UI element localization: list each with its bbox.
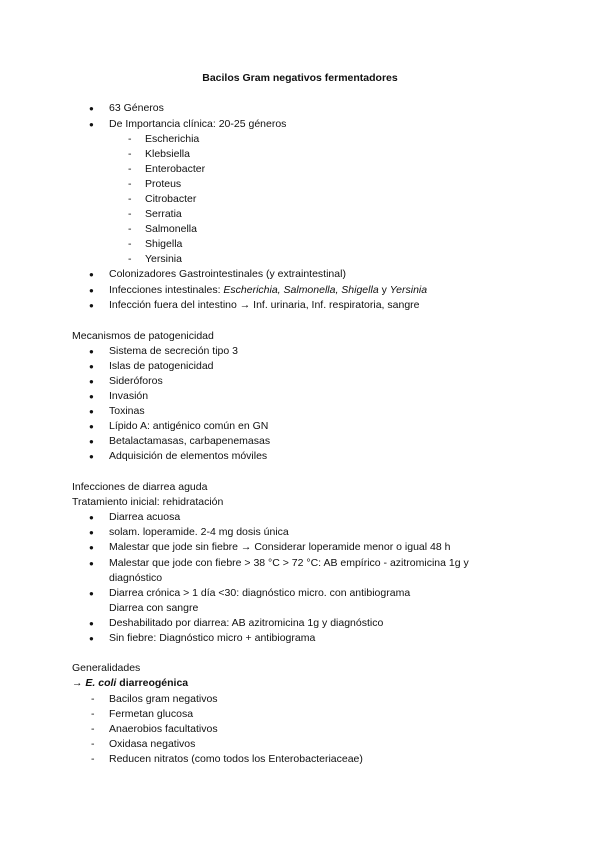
list-item: 63 Géneros [109, 102, 164, 114]
dash-icon: - [91, 738, 95, 750]
bullet-icon: ● [89, 362, 94, 371]
bullet-icon: ● [89, 513, 94, 522]
list-item: Betalactamasas, carbapenemasas [109, 435, 271, 447]
bullet-icon: ● [89, 270, 94, 279]
list-item: Infección fuera del intestino → Inf. urinaria, Inf. respiratoria, sangre [109, 299, 420, 311]
dash-icon: - [128, 178, 132, 190]
bullet-icon: ● [89, 452, 94, 461]
dash-icon: - [128, 133, 132, 145]
section-subheading: Tratamiento inicial: rehidratación [72, 496, 224, 508]
list-item-intestinal [109, 283, 427, 298]
dash-icon: - [128, 148, 132, 160]
list-item-continuation: diagnóstico [109, 572, 163, 584]
list-item: Deshabilitado por diarrea: AB azitromicina 1g y diagnóstico [109, 617, 384, 629]
bullet-icon: ● [89, 559, 94, 568]
bullet-icon: ● [89, 301, 94, 310]
dash-icon: - [128, 163, 132, 175]
ecoli-name: E. coli [85, 677, 117, 689]
dash-icon: - [128, 223, 132, 235]
list-item: Oxidasa negativos [109, 738, 196, 750]
bullet-icon: ● [89, 286, 94, 295]
ecoli-heading [72, 676, 188, 691]
list-item: Sideróforos [109, 375, 163, 387]
list-item: Reducen nitratos (como todos los Enterobacteriaceae) [109, 753, 363, 765]
list-item: Fermetan glucosa [109, 708, 194, 720]
bullet-icon: ● [89, 543, 94, 552]
list-item: Anaerobios facultativos [109, 723, 218, 735]
intestinal-genera: Escherichia, Salmonella, Shigella [223, 284, 379, 296]
dash-icon: - [91, 723, 95, 735]
dash-icon: - [128, 208, 132, 220]
list-item: Islas de patogenicidad [109, 360, 214, 372]
list-item: Diarrea acuosa [109, 511, 181, 523]
intestinal-prefix: Infecciones intestinales: [109, 284, 224, 296]
ecoli-rest: diarreogénica [116, 677, 189, 689]
list-item: Invasión [109, 390, 149, 402]
bullet-icon: ● [89, 104, 94, 113]
intestinal-yersinia: Yersinia [389, 284, 428, 296]
list-item: Lípido A: antigénico común en GN [109, 420, 269, 432]
bullet-icon: ● [89, 392, 94, 401]
dash-icon: - [91, 693, 95, 705]
bullet-icon: ● [89, 422, 94, 431]
list-item: Malestar que jode sin fiebre → Considerar loperamide menor o igual 48 h [109, 541, 451, 553]
bullet-icon: ● [89, 407, 94, 416]
bullet-icon: ● [89, 120, 94, 129]
dash-icon: - [128, 193, 132, 205]
dash-icon: - [128, 253, 132, 265]
bullet-icon: ● [89, 634, 94, 643]
page-title: Bacilos Gram negativos fermentadores [202, 72, 398, 84]
section-heading: Infecciones de diarrea aguda [72, 481, 208, 493]
genus-item: Citrobacter [145, 193, 197, 205]
list-item: Sin fiebre: Diagnóstico micro + antibiograma [109, 632, 316, 644]
bullet-icon: ● [89, 619, 94, 628]
dash-icon: - [128, 238, 132, 250]
list-item: Diarrea crónica > 1 día <30: diagnóstico micro. con antibiograma [109, 587, 411, 599]
section-heading: Generalidades [72, 662, 141, 674]
section-heading: Mecanismos de patogenicidad [72, 330, 214, 342]
intestinal-y: y [378, 284, 390, 296]
genus-item: Escherichia [145, 133, 200, 145]
dash-icon: - [91, 708, 95, 720]
list-item: Adquisición de elementos móviles [109, 450, 268, 462]
genus-item: Enterobacter [145, 163, 206, 175]
list-item: Toxinas [109, 405, 145, 417]
genus-item: Proteus [145, 178, 182, 190]
list-item: Sistema de secreción tipo 3 [109, 345, 238, 357]
bullet-icon: ● [89, 377, 94, 386]
list-item: De Importancia clínica: 20-25 géneros [109, 118, 287, 130]
genus-item: Klebsiella [145, 148, 190, 160]
bullet-icon: ● [89, 528, 94, 537]
genus-item: Shigella [145, 238, 183, 250]
bullet-icon: ● [89, 437, 94, 446]
dash-icon: - [91, 753, 95, 765]
list-item: Colonizadores Gastrointestinales (y extraintestinal) [109, 268, 346, 280]
list-item-continuation: Diarrea con sangre [109, 602, 199, 614]
genus-item: Salmonella [145, 223, 197, 235]
genus-item: Serratia [145, 208, 182, 220]
bullet-icon: ● [89, 347, 94, 356]
list-item: Bacilos gram negativos [109, 693, 218, 705]
list-item: Malestar que jode con fiebre > 38 °C > 72 °C: AB empírico - azitromicina 1g y [109, 557, 469, 569]
list-item: solam. loperamide. 2-4 mg dosis única [109, 526, 289, 538]
genus-item: Yersinia [145, 253, 182, 265]
arrow: → [72, 677, 86, 689]
bullet-icon: ● [89, 589, 94, 598]
